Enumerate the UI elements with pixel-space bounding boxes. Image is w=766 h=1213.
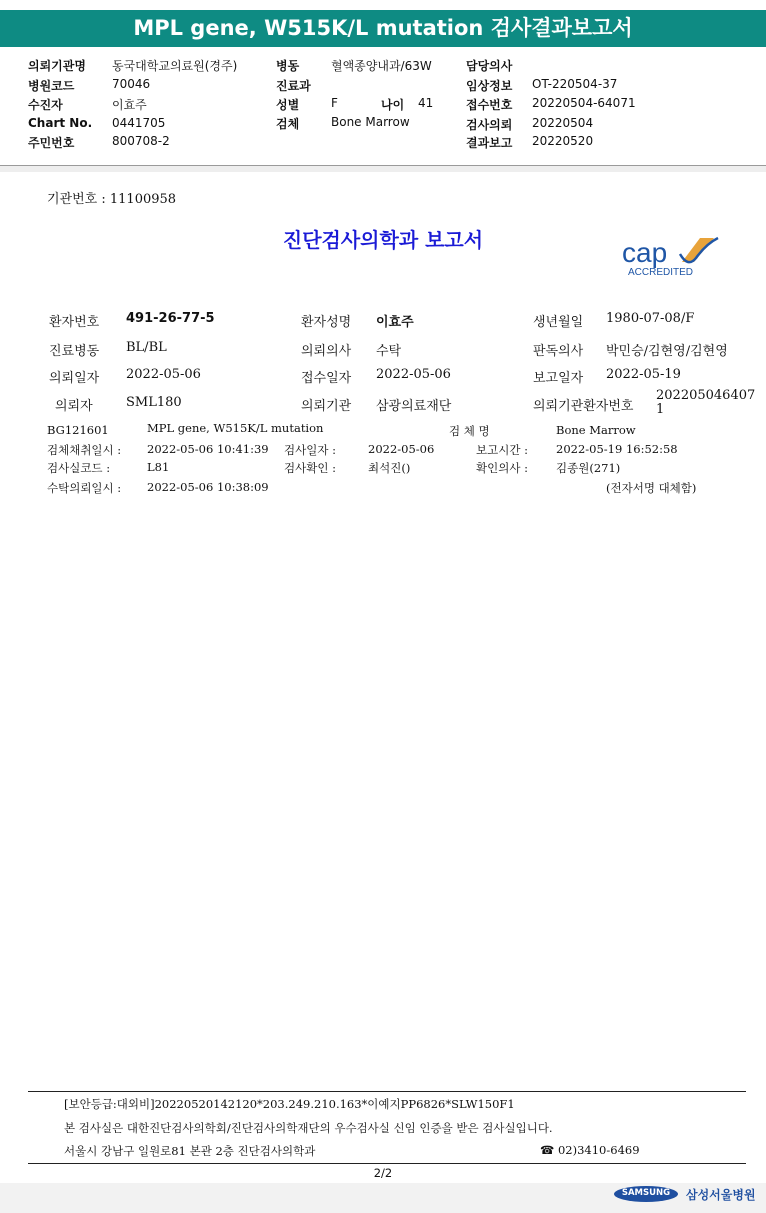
result-value: 20220520 — [532, 134, 594, 148]
test-name: MPL gene, W515K/L mutation — [147, 421, 324, 435]
specimen-label: 검체 — [276, 117, 300, 131]
testreq-label: 검사의뢰 — [466, 118, 513, 132]
info-value: 이효주 — [376, 315, 414, 330]
report-banner: MPL gene, W515K/L mutation 검사결과보고서 — [0, 10, 766, 47]
collect-label: 검체채취일시 : — [47, 443, 122, 457]
cert-line: 본 검사실은 대한진단검사의학회/진단검사의학재단의 우수검사실 신임 인증을 받은 검사실입니다. — [64, 1121, 553, 1135]
receipt-label: 접수번호 — [466, 98, 513, 112]
info-value: 202205046407 — [656, 388, 756, 403]
age-value: 41 — [418, 96, 434, 110]
security-line: [보안등급:대외비]20220520142120*203.249.210.163*이예지PP6826*SLW150F1 — [64, 1097, 515, 1111]
clinical-label: 임상정보 — [466, 79, 513, 93]
header-shadow — [0, 166, 766, 172]
patient-label: 수진자 — [28, 98, 63, 112]
cap-text: cap — [622, 237, 668, 268]
info-label: 의뢰자 — [55, 399, 93, 414]
info-value: 2022-05-06 — [126, 367, 201, 382]
info-label: 생년월일 — [533, 315, 584, 330]
esign-note: (전자서명 대체함) — [606, 481, 697, 495]
footer-top-rule — [28, 1091, 746, 1092]
result-label: 결과보고 — [466, 136, 513, 150]
info-label: 의뢰의사 — [301, 344, 352, 359]
report-title: 진단검사의학과 보고서 — [282, 228, 484, 252]
info-label: 접수일자 — [301, 371, 352, 386]
info-value: 수탁 — [376, 344, 402, 359]
info-value: 박민승/김현영/김현영 — [606, 344, 728, 359]
info-value: 1980-07-08/F — [606, 311, 695, 326]
testdate-value: 2022-05-06 — [368, 442, 435, 456]
info-value: BL/BL — [126, 340, 167, 355]
sex-label: 성별 — [276, 98, 300, 112]
info-label: 환자번호 — [49, 315, 100, 330]
ward-value: 혈액종양내과/63W — [331, 59, 432, 73]
info-label: 판독의사 — [533, 344, 584, 359]
testdate-label: 검사일자 : — [284, 443, 336, 457]
reporttime-label: 보고시간 : — [476, 443, 528, 457]
hospital-name: 삼성서울병원 — [686, 1188, 756, 1202]
clinical-value: OT-220504-37 — [532, 77, 618, 91]
labcode-value: L81 — [147, 460, 170, 474]
info-label: 보고일자 — [533, 371, 584, 386]
info-label: 진료병동 — [49, 344, 100, 359]
consign-label: 수탁의뢰일시 : — [47, 481, 122, 495]
age-label: 나이 — [381, 98, 405, 112]
req-inst-value: 동국대학교의료원(경주) — [112, 59, 238, 73]
info-value: 2022-05-06 — [376, 367, 451, 382]
test-code: BG121601 — [47, 423, 109, 437]
testreq-value: 20220504 — [532, 116, 594, 130]
hosp-code-value: 70046 — [112, 77, 151, 91]
address-line: 서울시 강남구 일원로81 본관 2층 진단검사의학과 — [64, 1144, 316, 1158]
ext-patient-no-cont: 1 — [656, 402, 665, 417]
cap-check-shape — [682, 238, 714, 262]
chart-label: Chart No. — [28, 116, 93, 130]
hosp-code-label: 병원코드 — [28, 79, 75, 93]
inst-no: 기관번호 : 11100958 — [47, 192, 177, 207]
samsung-logo — [614, 1186, 678, 1202]
specimen-name-label: 검 체 명 — [449, 424, 490, 438]
chart-value: 0441705 — [112, 116, 166, 130]
reporttime-value: 2022-05-19 16:52:58 — [556, 442, 678, 456]
ward-label: 병동 — [276, 59, 300, 73]
cap-logo-icon — [620, 232, 720, 280]
info-value: 삼광의료재단 — [376, 399, 452, 414]
confirm-label: 검사확인 : — [284, 461, 336, 475]
confirm-value: 최석진() — [368, 461, 411, 475]
samsung-logo-text: SAMSUNG — [621, 1188, 671, 1198]
labcode-label: 검사실코드 : — [47, 461, 111, 475]
collect-value: 2022-05-06 10:41:39 — [147, 442, 269, 456]
consign-value: 2022-05-06 10:38:09 — [147, 480, 269, 494]
info-value: 491-26-77-5 — [126, 311, 215, 326]
info-label: 의뢰기관 — [301, 399, 352, 414]
cap-accredited-text: ACCREDITED — [628, 267, 694, 278]
receipt-value: 20220504-64071 — [532, 96, 636, 110]
dept-label: 진료과 — [276, 79, 311, 93]
footer-bottom-rule — [28, 1163, 746, 1164]
info-value: SML180 — [126, 395, 182, 410]
info-label: 의뢰일자 — [49, 371, 100, 386]
req-inst-label: 의뢰기관명 — [28, 59, 86, 73]
info-label: 환자성명 — [301, 315, 352, 330]
confirmdr-label: 확인의사 : — [476, 461, 528, 475]
info-value: 2022-05-19 — [606, 367, 681, 382]
patient-value: 이효주 — [112, 98, 147, 112]
confirmdr-value: 김종원(271) — [556, 461, 621, 475]
specimen-name-value: Bone Marrow — [556, 423, 636, 437]
cap-accredited-logo — [620, 232, 720, 280]
page-number: 2/2 — [373, 1166, 393, 1180]
doctor-label: 담당의사 — [466, 59, 513, 73]
info-label: 의뢰기관환자번호 — [533, 399, 634, 414]
phone-line: ☎ 02)3410-6469 — [540, 1143, 640, 1157]
sex-value: F — [331, 96, 338, 110]
specimen-value: Bone Marrow — [331, 115, 410, 129]
rrn-label: 주민번호 — [28, 136, 75, 150]
rrn-value: 800708-2 — [112, 134, 170, 148]
